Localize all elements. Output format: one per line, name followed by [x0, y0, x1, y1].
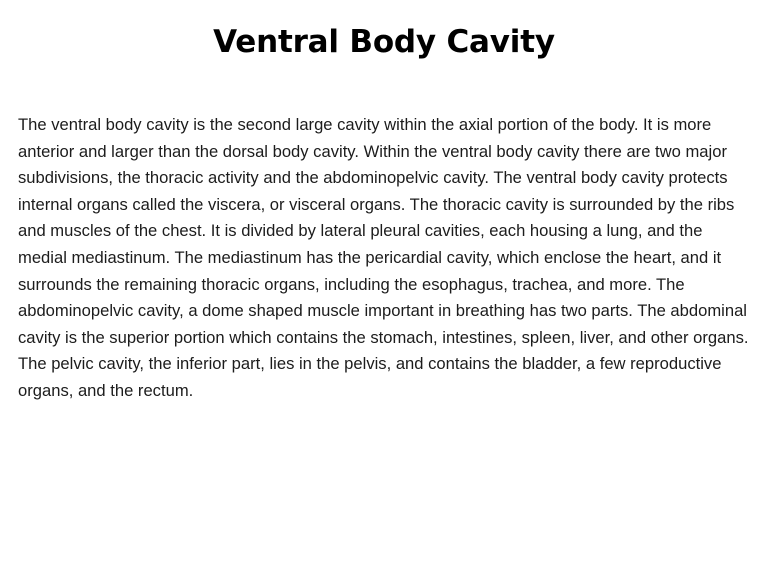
body-paragraph: The ventral body cavity is the second large cavity within the axial portion of the body. It is more anterior and larger than the dorsal body cavity. Within the ventral body cavity there are two major subdivisions, the thoracic activity and the abdominopelvic cavity. The ventral body cavity protects internal organs called the viscera, or visceral organs. The thoracic cavity is surrounded by the ribs and muscles of the chest. It is divided by lateral pleural cavities, each housing a lung, and the medial mediastinum. The mediastinum has the pericardial cavity, which enclose the heart, and it surrounds the remaining thoracic organs, including the esophagus, trachea, and more. The abdominopelvic cavity, a dome shaped muscle important in breathing has two parts. The abdominal cavity is the superior portion which contains the stomach, intestines, spleen, liver, and other organs. The pelvic cavity, the inferior part, lies in the pelvis, and contains the bladder, a few reproductive organs, and the rectum. — [18, 115, 753, 400]
page-title: Ventral Body Cavity — [213, 24, 555, 60]
